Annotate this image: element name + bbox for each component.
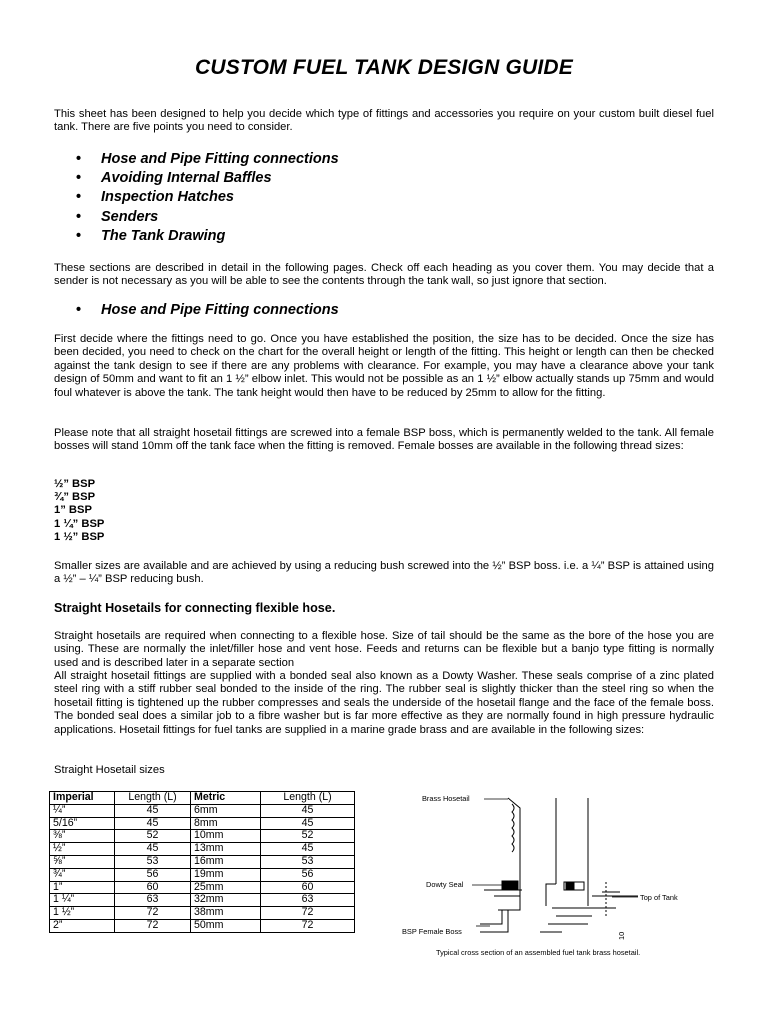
thread-size: 1 ½” BSP <box>54 530 105 543</box>
thread-size: ¾” BSP <box>54 491 96 504</box>
table-cell: ¼” <box>50 804 115 817</box>
table-caption: Straight Hosetail sizes <box>54 764 165 776</box>
table-cell: 10mm <box>191 830 261 843</box>
table-cell: 52 <box>261 830 355 843</box>
point-item: • The Tank Drawing <box>76 227 339 246</box>
hosetails-paragraph: Straight hosetails are required when connecting to a flexible hose. Size of tail should be the same as the bore of the hose you are using. These are normally the inlet/filler hose and vent hose. Feeds and returns can be flexible but a banjo type fitting is normally used and is described later in a separate section <box>54 630 714 669</box>
hosetails-paragraph-2: All straight hosetail fittings are supplied with a bonded seal also known as a Dowty Washer. These seals comprise of a zinc plated steel ring with a stiff rubber seal bonded to the inside of the ring. The rubber seal is slightly thicker than the steel ring so when the hosetail fitting is tightened up the rubber compresses and seals the underside of the hosetail flange and the face of the female boss. The bonded seal does a similar job to a fibre washer but is far more effective as they are normally found in high pressure hydraulic applications. Hosetail fittings for fuel tanks are supplied in a marine grade brass and are available in the following sizes: <box>54 670 714 736</box>
table-cell: ¾” <box>50 868 115 881</box>
table-cell: 13mm <box>191 843 261 856</box>
table-cell: 1” <box>50 881 115 894</box>
table-cell: 45 <box>115 804 191 817</box>
points-list <box>76 150 339 246</box>
table-cell: 63 <box>261 894 355 907</box>
table-cell: 60 <box>115 881 191 894</box>
table-cell: 53 <box>261 855 355 868</box>
page-title: CUSTOM FUEL TANK DESIGN GUIDE <box>195 56 573 79</box>
table-cell: 56 <box>261 868 355 881</box>
table-cell: 16mm <box>191 855 261 868</box>
sections-note: These sections are described in detail in the following pages. Check off each heading as you cover them. You may decide that a sender is not necessary as you will be able to see the contents through the tank wall, so just ignore that section. <box>54 262 714 288</box>
table-cell: 45 <box>115 817 191 830</box>
table-row <box>50 855 355 868</box>
table-row <box>50 830 355 843</box>
table-row <box>50 881 355 894</box>
table-cell: 5/16” <box>50 817 115 830</box>
table-row <box>50 907 355 920</box>
hosetail-sizes-table <box>49 791 355 933</box>
section1-paragraph: First decide where the fittings need to go. Once you have established the position, the size has to be decided. Once the size has been decided, you need to check on the chart for the overall height or length of the fitting. This height or length can then be checked against the tank design to see if there are any problems with clearance. For example, you may have a clearance above your tank design of 50mm and want to fit an 1 ½” elbow inlet. This would not be possible as an 1 ½” elbow actually stands up 75mm and would foul whatever is above the tank. The tank height would then have to be reduced by 25mm to allow for the fitting. <box>54 333 714 399</box>
label-dowty-seal: Dowty Seal <box>426 880 464 889</box>
section-heading: • Hose and Pipe Fitting connections <box>76 302 339 318</box>
point-item: • Avoiding Internal Baffles <box>76 169 339 188</box>
table-row <box>50 843 355 856</box>
table-cell: 19mm <box>191 868 261 881</box>
table-row <box>50 817 355 830</box>
table-cell: 72 <box>115 907 191 920</box>
table-cell: ⅝” <box>50 855 115 868</box>
thread-size: 1” BSP <box>54 504 92 517</box>
table-cell: 45 <box>115 843 191 856</box>
table-cell: 50mm <box>191 919 261 932</box>
column-header: Length (L) <box>115 792 191 805</box>
table-cell: 1 ½” <box>50 907 115 920</box>
table-cell: 72 <box>261 919 355 932</box>
table-header-row <box>50 792 355 805</box>
column-header: Length (L) <box>261 792 355 805</box>
table-cell: 25mm <box>191 881 261 894</box>
hosetail-figure <box>480 798 522 932</box>
section1-paragraph-2: Please note that all straight hosetail fittings are screwed into a female BSP boss, which is permanently welded to the tank. All female bosses will stand 10mm off the tank face when the fitting is removed. Female bosses are available in the following thread sizes: <box>54 427 714 453</box>
table-cell: 56 <box>115 868 191 881</box>
intro-paragraph: This sheet has been designed to help you decide which type of fittings and accessories you require on your custom built diesel fuel tank. There are five points you need to consider. <box>54 108 714 134</box>
table-cell: 60 <box>261 881 355 894</box>
column-header: Metric <box>191 792 261 805</box>
label-brass-hosetail: Brass Hosetail <box>422 794 470 803</box>
diagram-caption: Typical cross section of an assembled fuel tank brass hosetail. <box>436 948 641 957</box>
table-row <box>50 804 355 817</box>
table-cell: 8mm <box>191 817 261 830</box>
point-item: • Inspection Hatches <box>76 188 339 207</box>
point-item: • Senders <box>76 208 339 227</box>
table-cell: 45 <box>261 843 355 856</box>
table-cell: 72 <box>261 907 355 920</box>
point-item: • Hose and Pipe Fitting connections <box>76 150 339 169</box>
table-row <box>50 868 355 881</box>
table-cell: ½” <box>50 843 115 856</box>
table-cell: 45 <box>261 804 355 817</box>
table-cell: 72 <box>115 919 191 932</box>
table-cell: 32mm <box>191 894 261 907</box>
table-cell: 1 ¼” <box>50 894 115 907</box>
table-cell: ⅜” <box>50 830 115 843</box>
label-top-of-tank: Top of Tank <box>640 893 678 902</box>
section1-paragraph-3: Smaller sizes are available and are achieved by using a reducing bush screwed into the ½” BSP boss. i.e. a ¼” BSP is attained using a ½” – ¼” BSP reducing bush. <box>54 560 714 586</box>
table-cell: 45 <box>261 817 355 830</box>
thread-size: ½” BSP <box>54 478 96 490</box>
hosetail-cross-section-diagram <box>380 786 710 961</box>
column-header: Imperial <box>50 792 115 805</box>
thread-sizes-list <box>54 478 104 544</box>
table-body <box>50 804 355 932</box>
label-bsp-female-boss: BSP Female Boss <box>402 927 462 936</box>
tank-figure <box>540 798 638 932</box>
table-row <box>50 919 355 932</box>
table-cell: 6mm <box>191 804 261 817</box>
table-row <box>50 894 355 907</box>
hosetails-heading: Straight Hosetails for connecting flexible hose. <box>54 601 336 615</box>
leader-lines <box>472 799 638 926</box>
table-cell: 38mm <box>191 907 261 920</box>
thread-size: 1 ¼” BSP <box>54 517 105 530</box>
table-cell: 53 <box>115 855 191 868</box>
dimension-label: 10 <box>617 931 626 940</box>
table-cell: 2” <box>50 919 115 932</box>
table-cell: 63 <box>115 894 191 907</box>
table-cell: 52 <box>115 830 191 843</box>
